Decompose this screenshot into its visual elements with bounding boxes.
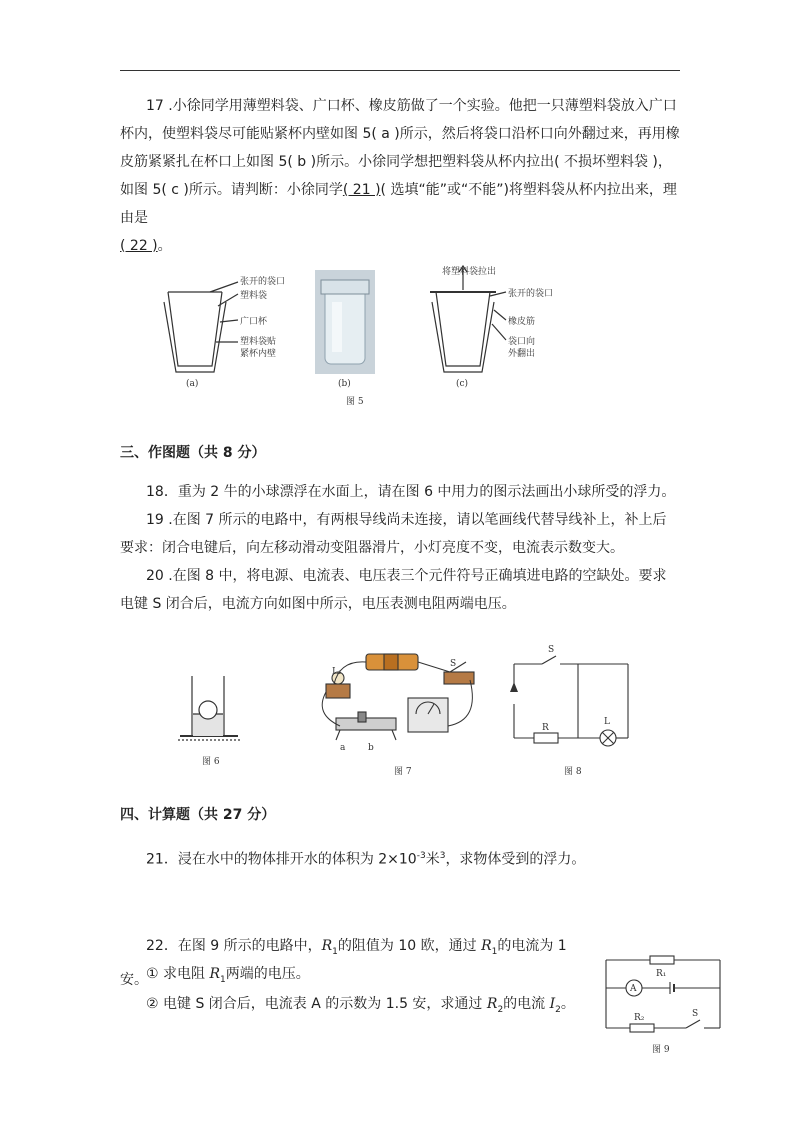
fig7-terminal-b: b (368, 743, 374, 753)
figure-9-circuit (606, 956, 720, 1032)
fig9-ammeter-label: A (630, 984, 637, 994)
fig5-caption: 图 5 (346, 397, 364, 407)
section-4-title: 四、计算题（共 27 分） (120, 807, 276, 823)
question-21: 21．浸在水中的物体排开水的体积为 $2\times 10^{-3}$米$^3$，求物体受到的浮力。 (146, 851, 586, 868)
fig5c-label-0: 将塑料袋拉出 (442, 267, 497, 277)
fig5a-sublabel: (a) (186, 379, 199, 389)
question-19: 19 .在图 7 所示的电路中，有两根导线尚未连接，请以笔画线代替导线补上，补上后要求：闭合电键后，向左移动滑动变阻器滑片，小灯亮度不变，电流表示数变大。 (120, 512, 667, 556)
question-20: 20 .在图 8 中，将电源、电流表、电压表三个元件符号正确填进电路的空缺处。要求电键 S 闭合后，电流方向如图中所示，电压表测电阻两端电压。 (120, 568, 667, 612)
figure-5a-cup (164, 282, 238, 372)
fig6-caption: 图 6 (202, 757, 220, 767)
question-22-part-2: ② 电键 S 闭合后，电流表 A 的示数为 1.5 安，求通过 $R_2$的电流 $I_2$。 (146, 996, 575, 1015)
fig5a-label-4: 紧杯内壁 (240, 349, 277, 359)
fig5b-sublabel: (b) (338, 379, 351, 389)
question-22-intro: 22．在图 9 所示的电路中，$R_1$的阻值为 10 欧，通过 $R_1$的电流为 1 安。 (120, 938, 567, 988)
fig8-current-arrow-icon (510, 682, 518, 692)
header-rule (120, 70, 680, 71)
figure-6-beaker (178, 676, 240, 740)
figures-6-7-8 (150, 640, 650, 780)
fig5a-label-1: 塑料袋 (240, 291, 268, 301)
fig9-r1-label: R₁ (656, 969, 667, 979)
fig5c-label-4: 外翻出 (508, 349, 536, 359)
fig7-terminal-a: a (340, 743, 346, 753)
fig8-resistor-label: R (542, 723, 549, 733)
figure-9 (600, 952, 730, 1062)
figure-5c-cup (430, 266, 506, 372)
fig5a-label-2: 广口杯 (240, 317, 268, 327)
fig5a-label-0: 张开的袋口 (240, 277, 286, 287)
fig5c-label-2: 橡皮筋 (508, 317, 536, 327)
section-3-title: 三、作图题（共 8 分） (120, 445, 266, 461)
question-18: 18．重为 2 牛的小球漂浮在水面上，请在图 6 中用力的图示法画出小球所受的浮力。 (146, 484, 676, 500)
fig5a-label-3: 塑料袋贴 (240, 337, 277, 347)
fig8-switch-label: S (548, 645, 555, 655)
fig7-lamp-label: L₁ (332, 667, 342, 677)
question-17: 17 .小徐同学用薄塑料袋、广口杯、橡皮筋做了一个实验。他把一只薄塑料袋放入广口杯内，使塑料袋尽可能贴紧杯内壁如图 5( a )所示，然后将袋口沿杯口向外翻过来，再用橡皮筋紧紧扎在杯口上如图 5( b )所示。小徐同学想把塑料袋从杯内拉出( 不损坏塑料袋 )，如图 5( c )所示。请判断：小徐同学( 21 )( 选填“能”或“不能”)将塑料袋从杯内拉出来，理由是 ( 22 )。 (120, 98, 680, 254)
fig9-switch-label: S (692, 1009, 699, 1019)
fig8-lamp-label: L (604, 717, 610, 727)
fig9-r2-label: R₂ (634, 1013, 645, 1023)
fig7-switch-label: S (450, 659, 457, 669)
fig5c-sublabel: (c) (456, 379, 469, 389)
fig9-caption: 图 9 (652, 1045, 670, 1055)
blank-22: ( 22 ) (120, 238, 158, 254)
fig7-caption: 图 7 (394, 767, 412, 777)
blank-21: ( 21 ) (342, 182, 381, 198)
figure-5b-photo (315, 270, 375, 374)
figure-5 (150, 262, 580, 412)
figure-8-circuit (514, 656, 628, 746)
fig5c-label-1: 张开的袋口 (508, 289, 554, 299)
question-22-part-1: ① 求电阻 $R_1$两端的电压。 (146, 966, 310, 985)
fig8-caption: 图 8 (564, 767, 582, 777)
fig5c-label-3: 袋口向 (508, 337, 536, 347)
